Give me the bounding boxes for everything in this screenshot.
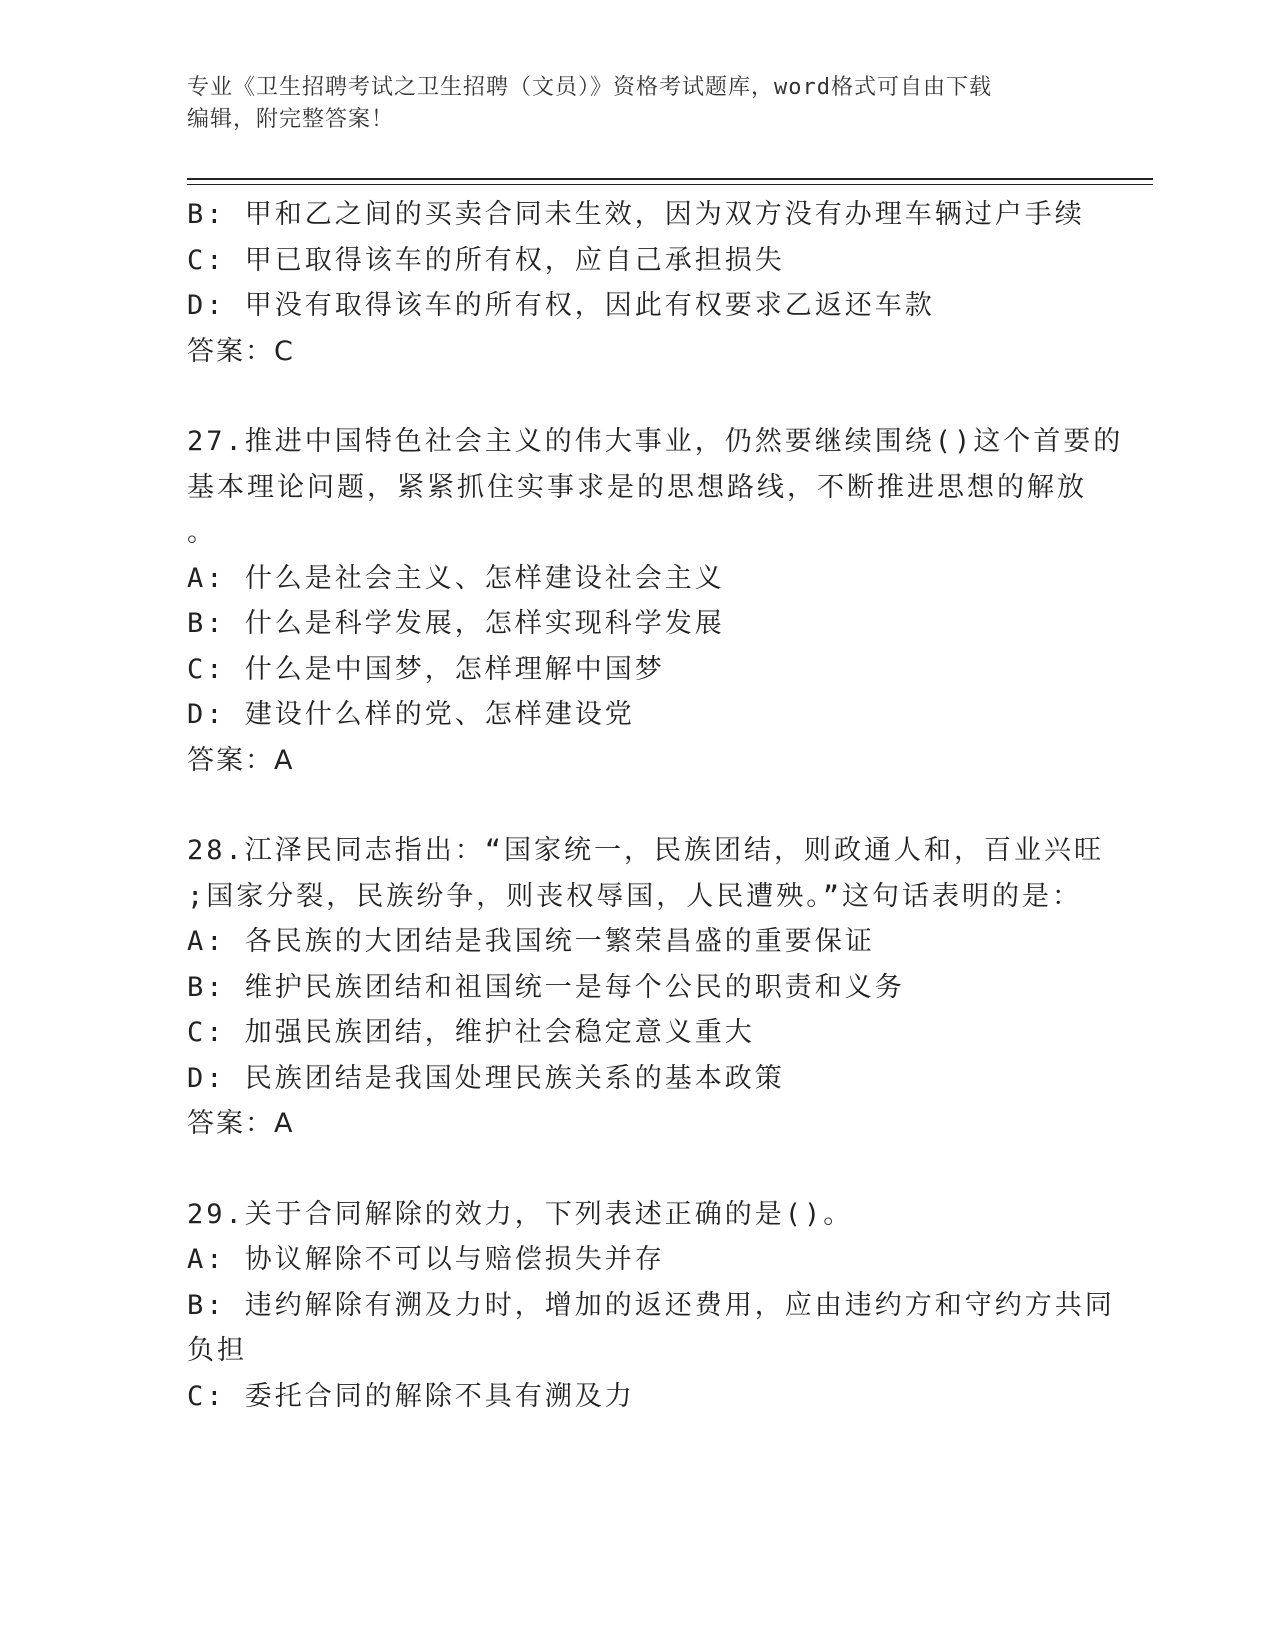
header-divider-thick xyxy=(187,178,1153,180)
option-d: D: 民族团结是我国处理民族关系的基本政策 xyxy=(187,1062,785,1094)
question-stem: 基本理论问题，紧紧抓住实事求是的思想路线，不断推进思想的解放 xyxy=(187,471,1087,503)
answer: 答案：A xyxy=(187,1108,295,1139)
option-b-continued: 负担 xyxy=(187,1335,247,1366)
question-27 xyxy=(187,419,1124,783)
option-c: C: 甲已取得该车的所有权，应自己承担损失 xyxy=(187,244,785,276)
header-divider-thin xyxy=(187,184,1153,185)
question-stem: 29.关于合同解除的效力，下列表述正确的是()。 xyxy=(187,1198,854,1230)
option-b: B: 甲和乙之间的买卖合同未生效，因为双方没有办理车辆过户手续 xyxy=(187,199,1085,230)
question-26-continued xyxy=(187,192,1085,374)
answer: 答案：C xyxy=(187,335,295,367)
option-c: C: 加强民族团结，维护社会稳定意义重大 xyxy=(187,1017,755,1048)
option-d: D: 甲没有取得该车的所有权，因此有权要求乙返还车款 xyxy=(187,290,935,321)
question-stem: ;国家分裂，民族纷争，则丧权辱国，人民遭殃。”这句话表明的是： xyxy=(187,880,1083,912)
spacer xyxy=(187,1147,1072,1192)
header-line: 编辑，附完整答案！ xyxy=(187,107,395,132)
option-d: D: 建设什么样的党、怎样建设党 xyxy=(187,699,635,730)
question-stem: 28.江泽民同志指出：“国家统一，民族团结，则政通人和，百业兴旺 xyxy=(187,835,1105,866)
option-a: A: 协议解除不可以与赔偿损失并存 xyxy=(187,1244,665,1275)
question-stem: 27.推进中国特色社会主义的伟大事业，仍然要继续围绕()这个首要的 xyxy=(187,426,1124,457)
question-28 xyxy=(187,828,1105,1147)
option-b: B: 什么是科学发展，怎样实现科学发展 xyxy=(187,608,725,639)
option-c: C: 委托合同的解除不具有溯及力 xyxy=(187,1380,635,1412)
spacer xyxy=(187,783,1072,828)
spacer xyxy=(187,374,1072,419)
option-b: B: 维护民族团结和祖国统一是每个公民的职责和义务 xyxy=(187,971,905,1003)
answer: 答案：A xyxy=(187,744,295,776)
option-b: B: 违约解除有溯及力时，增加的返还费用，应由违约方和守约方共同 xyxy=(187,1289,1115,1321)
option-c: C: 什么是中国梦，怎样理解中国梦 xyxy=(187,653,665,685)
document-body xyxy=(187,192,1124,1419)
document-header xyxy=(187,72,1067,136)
option-a: A: 什么是社会主义、怎样建设社会主义 xyxy=(187,562,725,594)
question-29 xyxy=(187,1192,1115,1420)
header-line: 专业《卫生招聘考试之卫生招聘（文员）》资格考试题库，word格式可自由下载 xyxy=(187,75,992,100)
question-stem: 。 xyxy=(187,517,217,548)
option-a: A: 各民族的大团结是我国统一繁荣昌盛的重要保证 xyxy=(187,926,875,957)
